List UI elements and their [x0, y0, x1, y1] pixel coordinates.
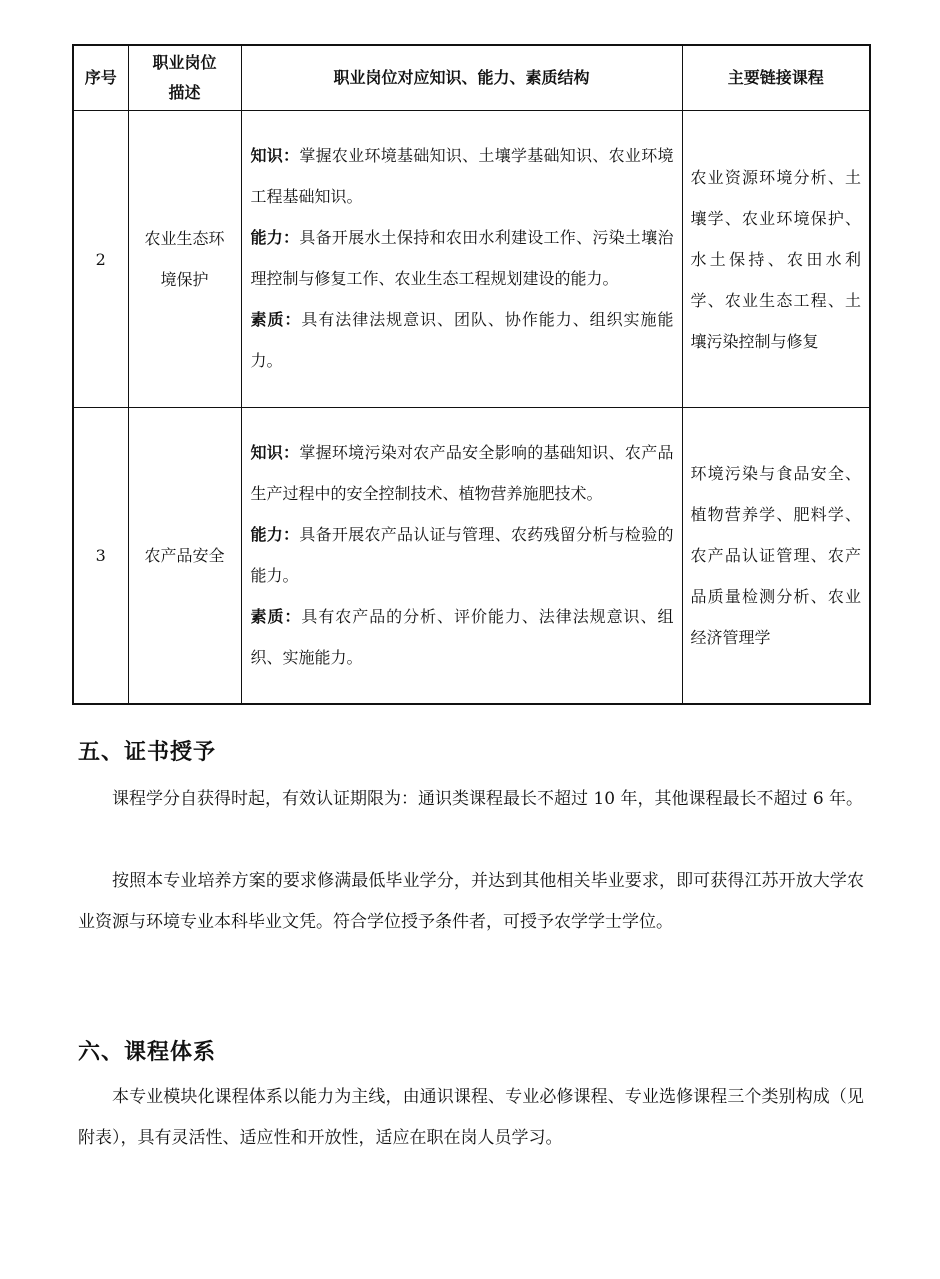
- section-heading-certificate: 五、证书授予: [78, 739, 217, 765]
- competency-structure: [241, 408, 682, 705]
- header-job-line2: 描述: [168, 83, 201, 102]
- quality-text: 具有农产品的分析、评价能力、法律法规意识、组织、实施能力。: [250, 606, 674, 667]
- knowledge-text: 掌握环境污染对农产品安全影响的基础知识、农产品生产过程中的安全控制技术、植物营养施肥技术。: [250, 442, 674, 503]
- quality-label: 素质：: [250, 606, 302, 626]
- knowledge-label: 知识：: [250, 146, 300, 165]
- header-no: 序号: [73, 45, 128, 111]
- competency-structure: [241, 111, 682, 408]
- section-heading-curriculum: 六、课程体系: [78, 1039, 217, 1065]
- header-courses: 主要链接课程: [682, 45, 870, 111]
- header-job-description: [128, 45, 241, 111]
- knowledge-paragraph: [251, 432, 674, 514]
- header-structure: 职业岗位对应知识、能力、素质结构: [241, 45, 682, 111]
- job-line1: 农产品安全: [144, 546, 225, 565]
- knowledge-paragraph: [251, 135, 674, 217]
- header-job-line1: 职业岗位: [152, 53, 217, 72]
- ability-paragraph: [251, 514, 674, 596]
- knowledge-label: 知识：: [250, 442, 300, 462]
- job-competency-table: [72, 44, 871, 705]
- row-number: 3: [73, 408, 128, 705]
- ability-label: 能力：: [250, 524, 300, 544]
- table-row: [73, 408, 870, 705]
- job-description: [128, 111, 241, 408]
- ability-paragraph: [251, 217, 674, 299]
- quality-text: 具有法律法规意识、团队、协作能力、组织实施能力。: [250, 310, 674, 370]
- knowledge-text: 掌握农业环境基础知识、土壤学基础知识、农业环境工程基础知识。: [250, 146, 674, 206]
- curriculum-paragraph-1: 本专业模块化课程体系以能力为主线，由通识课程、专业必修课程、专业选修课程三个类别构成（见附表），具有灵活性、适应性和开放性，适应在职在岗人员学习。: [78, 1087, 864, 1148]
- linked-courses: 农业资源环境分析、土壤学、农业环境保护、水土保持、农田水利学、农业生态工程、土壤污染控制与修复: [682, 111, 870, 408]
- ability-text: 具备开展水土保持和农田水利建设工作、污染土壤治理控制与修复工作、农业生态工程规划建设的能力。: [250, 228, 674, 288]
- linked-courses: 环境污染与食品安全、植物营养学、肥料学、农产品认证管理、农产品质量检测分析、农业经济管理学: [682, 408, 870, 705]
- ability-text: 具备开展农产品认证与管理、农药残留分析与检验的能力。: [250, 524, 674, 585]
- quality-paragraph: [251, 596, 674, 678]
- certificate-paragraph-1: 课程学分自获得时起，有效认证期限为：通识类课程最长不超过 10 年，其他课程最长不超过 6 年。: [112, 789, 864, 809]
- quality-label: 素质：: [250, 310, 302, 329]
- table-header-row: [73, 45, 870, 111]
- quality-paragraph: [251, 299, 674, 381]
- row-number: 2: [73, 111, 128, 408]
- table-row: [73, 111, 870, 408]
- job-description: [128, 408, 241, 705]
- ability-label: 能力：: [250, 228, 300, 247]
- job-line1: 农业生态环: [144, 229, 225, 248]
- job-line2: 境保护: [160, 270, 209, 289]
- certificate-paragraph-2: 按照本专业培养方案的要求修满最低毕业学分，并达到其他相关毕业要求，即可获得江苏开放大学农业资源与环境专业本科毕业文凭。符合学位授予条件者，可授予农学学士学位。: [78, 871, 864, 932]
